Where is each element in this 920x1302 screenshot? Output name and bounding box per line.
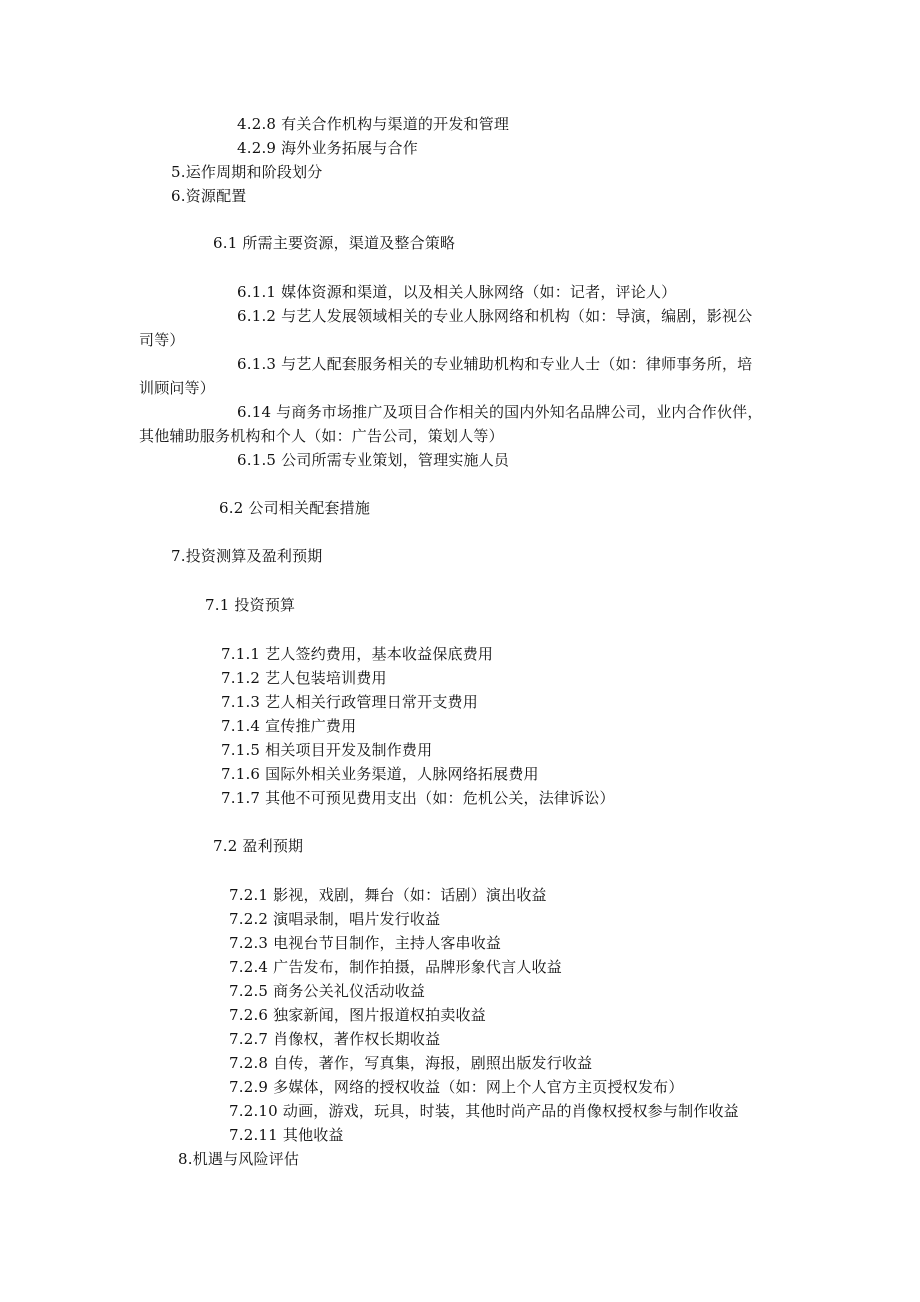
outline-item-7-2-3: 7.2.3 电视台节目制作，主持人客串收益	[229, 934, 502, 952]
outline-item-7-1-5: 7.1.5 相关项目开发及制作费用	[221, 741, 433, 759]
outline-item-7-1-3: 7.1.3 艺人相关行政管理日常开支费用	[221, 693, 478, 711]
outline-item-6-1-3-cont: 训顾问等）	[139, 379, 216, 397]
subsection-heading-6-2: 6.2 公司相关配套措施	[219, 499, 371, 517]
outline-item-7-1-2: 7.1.2 艺人包装培训费用	[221, 669, 387, 687]
outline-item-7-1-4: 7.1.4 宣传推广费用	[221, 717, 357, 735]
outline-item-7-2-1: 7.2.1 影视，戏剧，舞台（如：话剧）演出收益	[229, 886, 547, 904]
outline-item-7-2-8: 7.2.8 自传，著作，写真集，海报，剧照出版发行收益	[229, 1054, 593, 1072]
outline-item-6-1-5: 6.1.5 公司所需专业策划，管理实施人员	[237, 451, 510, 469]
section-heading-6: 6.资源配置	[171, 187, 247, 205]
outline-item-6-1-4: 6.14 与商务市场推广及项目合作相关的国内外知名品牌公司，业内合作伙伴，	[237, 403, 763, 421]
outline-item-7-1-7: 7.1.7 其他不可预见费用支出（如：危机公关，法律诉讼）	[221, 789, 615, 807]
subsection-heading-7-2: 7.2 盈利预期	[213, 837, 304, 855]
section-heading-5: 5.运作周期和阶段划分	[171, 163, 323, 181]
outline-item-7-2-9: 7.2.9 多媒体，网络的授权收益（如：网上个人官方主页授权发布）	[229, 1078, 684, 1096]
outline-item-6-1-1: 6.1.1 媒体资源和渠道，以及相关人脉网络（如：记者，评论人）	[237, 283, 677, 301]
outline-item-7-1-1: 7.1.1 艺人签约费用，基本收益保底费用	[221, 645, 494, 663]
outline-item-4-2-9: 4.2.9 海外业务拓展与合作	[237, 139, 418, 157]
section-heading-7: 7.投资测算及盈利预期	[171, 547, 323, 565]
outline-item-7-2-6: 7.2.6 独家新闻，图片报道权拍卖收益	[229, 1006, 486, 1024]
section-heading-8: 8.机遇与风险评估	[178, 1150, 300, 1168]
subsection-heading-7-1: 7.1 投资预算	[205, 596, 296, 614]
outline-item-7-2-2: 7.2.2 演唱录制，唱片发行收益	[229, 910, 441, 928]
outline-item-6-1-4-cont: 其他辅助服务机构和个人（如：广告公司，策划人等）	[139, 427, 504, 445]
outline-item-7-2-10: 7.2.10 动画，游戏，玩具，时装，其他时尚产品的肖像权授权参与制作收益	[229, 1102, 739, 1120]
outline-item-7-2-4: 7.2.4 广告发布，制作拍摄，品牌形象代言人收益	[229, 958, 562, 976]
outline-item-6-1-3: 6.1.3 与艺人配套服务相关的专业辅助机构和专业人士（如：律师事务所，培	[237, 355, 753, 373]
outline-item-7-1-6: 7.1.6 国际外相关业务渠道，人脉网络拓展费用	[221, 765, 539, 783]
outline-item-6-1-2-cont: 司等）	[139, 331, 185, 349]
outline-item-7-2-5: 7.2.5 商务公关礼仪活动收益	[229, 982, 426, 1000]
outline-item-7-2-7: 7.2.7 肖像权，著作权长期收益	[229, 1030, 441, 1048]
outline-item-7-2-11: 7.2.11 其他收益	[229, 1126, 344, 1144]
subsection-heading-6-1: 6.1 所需主要资源，渠道及整合策略	[213, 234, 456, 252]
outline-item-6-1-2: 6.1.2 与艺人发展领域相关的专业人脉网络和机构（如：导演，编剧，影视公	[237, 307, 753, 325]
outline-item-4-2-8: 4.2.8 有关合作机构与渠道的开发和管理	[237, 115, 510, 133]
